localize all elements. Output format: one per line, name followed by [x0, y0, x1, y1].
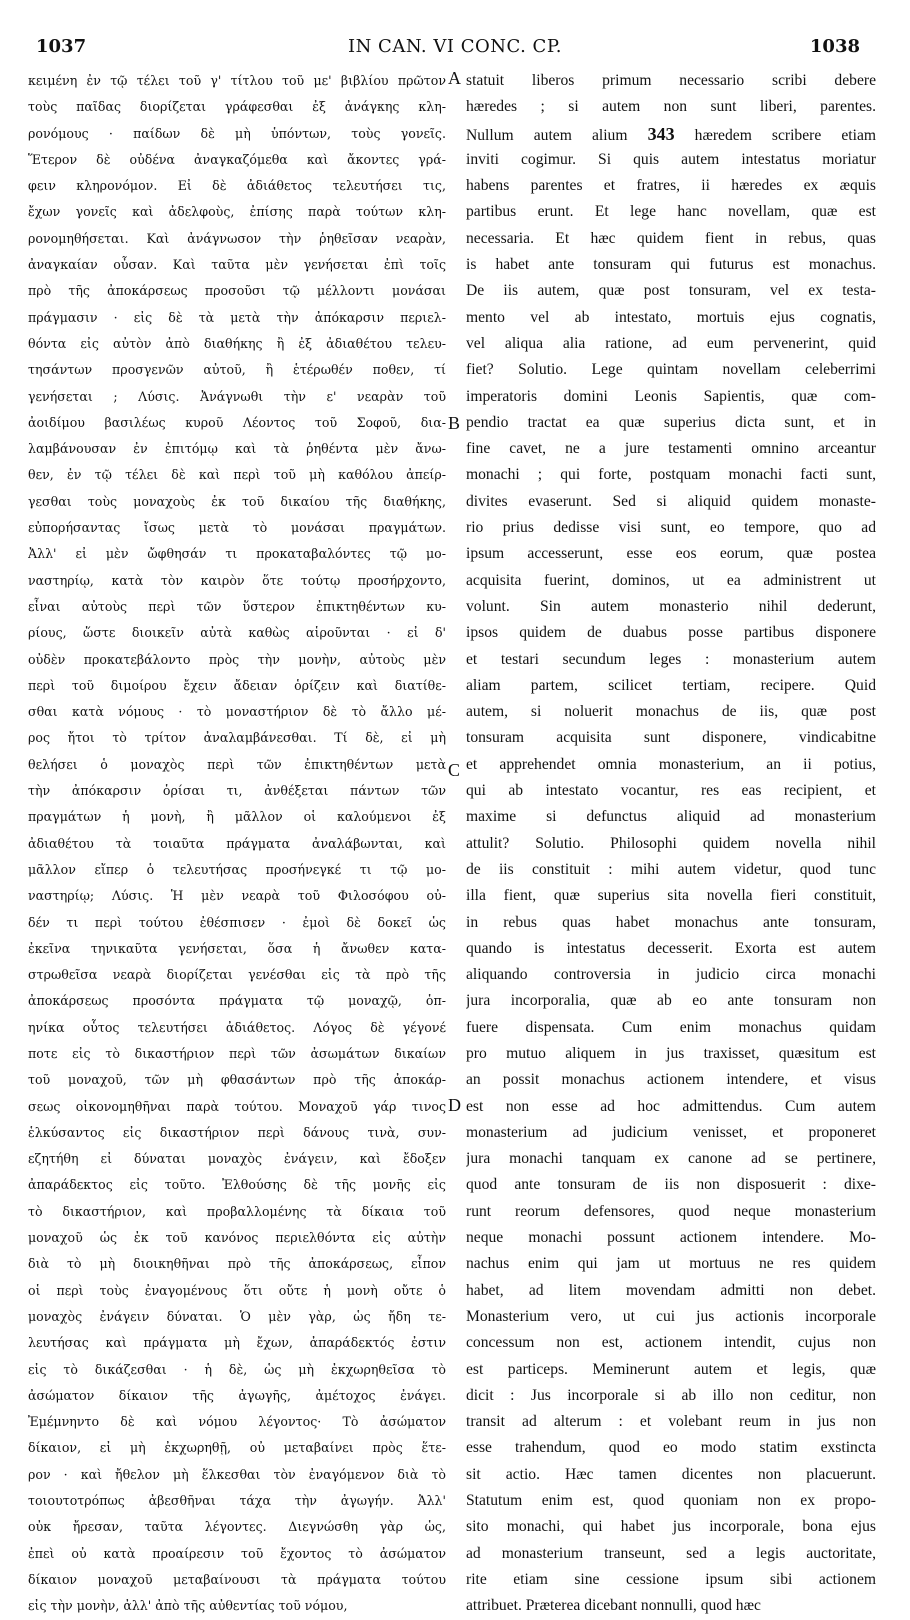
latin-text-line: imperatoris domini Leonis Sapientis, quæ com-	[466, 387, 876, 405]
greek-text-line: ἀναγκαίαν οὖσαν. Καὶ ταῦτα μὲν γενήσεται ἐπὶ τοῖς	[28, 257, 446, 273]
greek-text-line: ποτε εἰς τὸ δικαστήριον περὶ τῶν ἀσωμάτων δικαίων	[28, 1045, 446, 1061]
greek-text-line: μοναχὸς ἐνάγειν δύναται. Ὁ μὲν γὰρ, ὡς ἤδη τε-	[28, 1308, 446, 1324]
greek-text-line: δίκαιον, εἰ μὴ ἐκχωρηθῇ, οὐ μεταβαίνει πρὸς ἕτε-	[28, 1440, 446, 1456]
latin-text-line: esse trahendum, quod eo modo statim exstincta	[466, 1439, 876, 1457]
greek-text-line: θόντα εἰς αὐτὸν ἀπὸ διαθήκης ἢ ἐξ ἀδιαθέτου τελευ-	[28, 335, 446, 351]
greek-text-line: σθαι κατὰ νόμους · τὸ μοναστήριον δὲ τὸ ἄλλο μέ-	[28, 704, 446, 720]
latin-text-line: rite etiam sine cessione ipsum sibi actionem	[466, 1570, 876, 1588]
latin-text-line: concessum non est, actionem intendit, cujus non	[466, 1334, 876, 1352]
latin-text-line: et apprehendet omnia monasterium, an ii potius,	[466, 755, 876, 773]
greek-text-line: εὐπορήσαντας ἴσως μετὰ τὸ μονάσαι πραγμάτων.	[28, 520, 446, 536]
greek-text-line: εἰς τὴν μονὴν, ἀλλ' ἀπὸ τῆς αὐθεντίας τοῦ νόμου,	[28, 1598, 348, 1614]
latin-text-line: De iis autem, quæ post tonsuram, vel ex testa-	[466, 282, 876, 300]
latin-text-line: vel aliqua alia ratione, ad eum pervenerint, quid	[466, 334, 876, 352]
latin-text-line: autem, si noluerit monachus de iis, quæ post	[466, 703, 876, 721]
greek-text-line: θεν, ἐν τῷ τέλει δὲ καὶ περὶ τοῦ μὴ καθόλου ἀπείρ-	[28, 467, 446, 483]
latin-text-line: pendio tractat ea quæ superius dicta sunt, et in	[466, 413, 876, 431]
greek-text-line: ἀοιδίμου βασιλέως κυροῦ Λέοντος τοῦ Σοφοῦ, δια-	[28, 414, 446, 430]
latin-text-line: volunt. Sin autem monasterio nihil dederunt,	[466, 597, 876, 615]
greek-text-line: ἔχων γονεῖς καὶ ἀδελφοὺς, ἐπίσης παρὰ τούτων κλη-	[28, 204, 446, 220]
latin-text-line: dicit : Jus incorporale si ab illo non ceditur, non	[466, 1386, 876, 1404]
greek-text-line: πρὸ τῆς ἀποκάρσεως προσοῦσι τῷ μέλλοντι μονάσαι	[28, 283, 446, 299]
greek-text-line: οὐδὲν προκατεβάλοντο πρὸς τὴν μονὴν, αὐτοὺς μὲν	[28, 651, 446, 667]
latin-text-line: quod ante tonsuram de iis non disposuerit : dixe-	[466, 1176, 876, 1194]
greek-text-line: τησάντων προσγενῶν αὐτοῦ, ἢ ἑτέρωθέν ποθεν, τί	[28, 362, 446, 378]
latin-text-line: de iis constituit : mihi autem videtur, quod tunc	[466, 860, 876, 878]
greek-text-line: σεως οἰκονομηθῆναι παρὰ τούτου. Μοναχοῦ γάρ τινος	[28, 1098, 446, 1114]
greek-text-line: λαμβάνουσαν ἐν ἐπιτόμῳ καὶ τὰ ῥηθέντα μὲν ἄνω-	[28, 441, 446, 457]
latin-text-line: sit actio. Hæc tamen dicentes non placuerunt.	[466, 1465, 876, 1483]
greek-text-line: τοιουτοτρόπως ἀβεσθῆναι τάχα τὴν ἀγωγήν. Ἀλλ'	[28, 1493, 446, 1509]
greek-text-line: ἀπαράδεκτος εἰς τοῦτο. Ἐλθούσης δὲ τῆς μονῆς εἰς	[28, 1177, 446, 1193]
latin-text-line: attribuet. Præterea dicebant nonnulli, quod hæc	[466, 1597, 761, 1615]
latin-text-line: sito monachi, qui habet jus incorporale, bona ejus	[466, 1518, 876, 1536]
latin-text-line: is habet ante tonsuram qui futurus est monachus.	[466, 256, 876, 274]
latin-text-line: Nullum autem alium 343 hæredem scribere etiam	[466, 123, 876, 144]
latin-text-line: ipsos quidem de duabus posse partibus disponere	[466, 624, 876, 642]
latin-text-line: quando is intestatus decesserit. Exorta est autem	[466, 939, 876, 957]
latin-text-line: pro mutuo aliquem in jus traxisset, quæsitum est	[466, 1044, 876, 1062]
section-marker-a: A	[448, 68, 461, 88]
greek-text-line: εζητήθη εἰ δύναται μοναχὸς ἐνάγειν, καὶ ἔδοξεν	[28, 1151, 446, 1167]
latin-text-line: an possit monachus actionem intendere, et visus	[466, 1071, 876, 1089]
latin-text-line: ipsum accesserunt, esse eos eorum, quæ postea	[466, 545, 876, 563]
latin-text-line: jura incorporalia, quæ ab eo ante tonsuram non	[466, 992, 876, 1010]
section-marker-b: B	[448, 413, 461, 433]
latin-text-line: Monasterium vero, ut cui jus actionis incorporale	[466, 1307, 876, 1325]
greek-text-line: τοῦ μοναχοῦ, τῶν μὴ φθασάντων πρὸ τῆς ἀποκάρ-	[28, 1072, 446, 1088]
latin-text-line: statuit liberos primum necessario scribi debere	[466, 72, 876, 89]
greek-text-line: Ἕτερον δὲ οὐδένα ἀναγκαζόμεθα καὶ ἄκοντες γρά-	[28, 151, 446, 167]
greek-text-line: πραγμάτων ἡ μονὴ, ἢ μᾶλλον οἱ καλούμενοι ἐξ	[28, 809, 446, 825]
latin-text-line: ad monasterium transeunt, sed a legis auctoritate,	[466, 1544, 876, 1562]
greek-text-line: στρωθεῖσα νεαρὰ διορίζεται γενέσθαι εἰς τὰ πρὸ τῆς	[28, 967, 446, 983]
latin-text-line: runt reorum defensores, quod neque monasterium	[466, 1202, 876, 1220]
greek-text-line: ρονομηθήσεται. Καὶ ἀνάγνωσον τὴν ῥηθεῖσαν νεαρὰν,	[28, 230, 446, 246]
section-marker-d: D	[448, 1095, 461, 1115]
latin-text-line: mento vel ab intestato, mortuis ejus cognatis,	[466, 308, 876, 326]
latin-text-line: maxime si defunctus aliquid ad monasterium	[466, 808, 876, 826]
latin-text-line: qui ab intestato vocantur, res eas recipient, et	[466, 782, 876, 800]
greek-text-line: οὐκ ἤρεσαν, ταῦτα λέγοντες. Διεγνώσθη γὰρ ὡς,	[28, 1519, 446, 1535]
greek-text-line: ἑλκύσαντος εἰς δικαστήριον περὶ δάνους τινὰ, συν-	[28, 1124, 446, 1140]
greek-text-line: διὰ τὸ μὴ διοικηθῆναι πρὸ τῆς ἀποκάρσεως, εἶπον	[28, 1256, 446, 1272]
greek-text-line: ρονόμους · παίδων δὲ μὴ ὑπόντων, τοὺς γονεῖς.	[28, 125, 446, 141]
latin-text-line: illa fient, quæ superius sita novella fieri constituit,	[466, 887, 876, 905]
latin-text-line: Statutum enim est, quod quoniam non ex propo-	[466, 1492, 876, 1510]
greek-text-line: ναστηρίῳ; Λύσις. Ἡ μὲν νεαρὰ τοῦ Φιλοσόφου οὐ-	[28, 888, 446, 904]
greek-text-line: τὸ δικαστήριον, καὶ προβαλλομένης τὰ δίκαια τοῦ	[28, 1203, 446, 1219]
greek-text-line: ἀποκάρσεως προσόντα πράγματα τῷ μοναχῷ, ὁπ-	[28, 993, 446, 1009]
greek-text-line: ρίους, ὥστε διοικεῖν αὐτὰ καθὼς αἱροῦνται · εἰ δ'	[28, 625, 446, 641]
greek-text-line: εἶναι αὐτοὺς περὶ τῶν ὕστερον ἐπικτηθέντων κυ-	[28, 598, 446, 614]
latin-text-line: aliquando controversia in judicio circa monachi	[466, 966, 876, 984]
latin-text-column	[466, 68, 876, 1620]
latin-text-line: divites evaserunt. Sed si aliquid quidem monaste-	[466, 492, 876, 510]
latin-text-line: aliam partem, scilicet tertiam, recipere. Quid	[466, 676, 876, 694]
greek-text-line: μᾶλλον εἴπερ ὁ τελευτήσας προσήνεγκέ τι τῷ μο-	[28, 861, 446, 877]
greek-text-line: λευτήσας καὶ πράγματα μὴ ἔχων, ἀπαράδεκτός ἐστιν	[28, 1335, 446, 1351]
greek-text-line: ἀδιαθέτου τὰ τοιαῦτα πράγματα ἀναλάβωνται, καὶ	[28, 835, 446, 851]
right-column-number: 1038	[809, 36, 860, 57]
greek-text-column	[28, 68, 446, 1620]
greek-text-line: ἐπεὶ οὐ κατὰ προαίρεσιν τοῦ ἔχοντος τὸ ἀσώματον	[28, 1545, 446, 1561]
greek-text-line: δίκαιον μοναχοῦ μεταβαίνουσι τὰ πράγματα τούτου	[28, 1571, 446, 1587]
running-header	[0, 26, 910, 66]
latin-text-line: et testari secundum leges : monasterium autem	[466, 650, 876, 668]
greek-text-line: γεσθαι τοὺς μοναχοὺς ἐκ τοῦ δικαίου τῆς διαθήκης,	[28, 493, 446, 509]
latin-text-line: necessaria. Et hæc quidem fient in rebus, quas	[466, 229, 876, 247]
latin-text-line: habet, ad litem movendam admitti non debet.	[466, 1281, 876, 1299]
column-number-marker: 343	[647, 123, 675, 144]
latin-text-line: rio prius dedisse visi sunt, eo tempore, quo ad	[466, 519, 876, 537]
latin-text-line: monachi ; qui forte, postquam monachi facti sunt,	[466, 466, 876, 484]
latin-text-line: hæredes ; si autem non sunt liberi, parentes.	[466, 98, 876, 116]
greek-text-line: γενήσεται ; Λύσις. Ἀνάγνωθι τὴν ε' νεαρὰν τοῦ	[28, 388, 446, 404]
greek-text-line: τοὺς παῖδας διορίζεται γράφεσθαι ἐξ ἀνάγκης κλη-	[28, 99, 446, 115]
greek-text-line: ρον · καὶ ἤθελον μὴ ἕλκεσθαι τὸν ἐναγόμενον διὰ τὸ	[28, 1466, 446, 1482]
greek-text-line: ἐκεῖνα τηνικαῦτα γενήσεται, ὅσα ἡ ἄνωθεν κατα-	[28, 940, 446, 956]
greek-text-line: περὶ τοῦ διμοίρου ἔχειν ἄδειαν ὁρίζειν καὶ διατίθε-	[28, 677, 446, 693]
latin-text-line: jura monachi tanquam ex canone ad se pertinere,	[466, 1150, 876, 1168]
latin-text-line: attulit? Solutio. Philosophi quidem novella nihil	[466, 834, 876, 852]
latin-text-line: neque monachi possunt actionem intendere. Mo-	[466, 1229, 876, 1247]
latin-text-line: est particeps. Meminerunt autem et legis, quæ	[466, 1360, 876, 1378]
greek-text-line: θελήσει ὁ μοναχὸς περὶ τῶν ἐπικτηθέντων μετὰ	[28, 756, 446, 772]
latin-text-line: transit ad alterum : et volebant reum in jus non	[466, 1413, 876, 1431]
greek-text-line: Ἐμέμνηντο δὲ καὶ νόμου λέγοντος· Τὸ ἀσώματον	[28, 1414, 446, 1430]
latin-text-line: in rebus quas habet monachus ante tonsuram,	[466, 913, 876, 931]
greek-text-line: μοναχοῦ ὡς ἐκ τοῦ κανόνος περιελθόντα εἰς αὐτὴν	[28, 1230, 446, 1246]
greek-text-line: ναστηρίῳ, κατὰ τὸν καιρὸν ὅτε τούτῳ προσήρχοντο,	[28, 572, 446, 588]
greek-text-line: εἰς τὸ δικάζεσθαι · ἡ δὲ, ὡς μὴ ἐκχωρηθεῖσα τὸ	[28, 1361, 446, 1377]
left-column-number: 1037	[36, 36, 87, 57]
greek-text-line: Ἀλλ' εἰ μὲν ὤφθησάν τι προκαταβαλόντες τῷ μο-	[28, 546, 446, 562]
greek-text-line: τὴν ἀπόκαρσιν ὁρίσαι τι, ἀνθέξεται πάντων τῶν	[28, 783, 446, 799]
greek-text-line: ηνίκα οὗτος τελευτήσει ἀδιάθετος. Λόγος δὲ γέγονέ	[28, 1019, 446, 1035]
greek-text-line: πράγμασιν · εἰς δὲ τὰ μετὰ τὴν ἀπόκαρσιν περιελ-	[28, 309, 446, 325]
section-marker-c: C	[448, 760, 461, 780]
latin-text-line: est non esse ad hoc admittendus. Cum autem	[466, 1097, 876, 1115]
latin-text-line: fiet? Solutio. Lege quintam novellam celeberrimi	[466, 361, 876, 379]
latin-text-line: tonsuram acquisita sunt disponere, vindicabitne	[466, 729, 876, 747]
latin-text-line: fuere dispensata. Cum enim monachus quidam	[466, 1018, 876, 1036]
greek-text-line: οἱ περὶ τοὺς ἐναγομένους ὅτι οὔτε ἡ μονὴ οὔτε ὁ	[28, 1282, 446, 1298]
latin-text-line: nachus enim qui jam ut mortuus ne res quidem	[466, 1255, 876, 1273]
latin-text-line: acquisita fuerint, dominos, ut ea administrent ut	[466, 571, 876, 589]
running-title: IN CAN. VI CONC. CP.	[347, 36, 563, 57]
latin-text-line: inviti cogimur. Si quis autem intestatus moriatur	[466, 150, 876, 168]
greek-text-line: δέν τι περὶ τούτου ἐθέσπισεν · ἐμοὶ δὲ δοκεῖ ὡς	[28, 914, 446, 930]
latin-text-line: partibus erunt. Et lege hanc novellam, quæ est	[466, 203, 876, 221]
greek-text-line: ρος ἤτοι τὸ τρίτον ἀναλαμβάνεσθαι. Τί δὲ, εἰ μὴ	[28, 730, 446, 746]
greek-text-line: φειν κληρονόμον. Εἰ δὲ ἀδιάθετος τελευτήσει τις,	[28, 178, 446, 194]
latin-text-line: fine cavet, ne a jure testamenti omnino arceantur	[466, 440, 876, 458]
greek-text-line: κειμένη ἐν τῷ τέλει τοῦ γ' τίτλου τοῦ με' βιβλίου πρῶτον	[28, 73, 446, 88]
latin-text-line: monasterium ad judicium venisset, et proponeret	[466, 1123, 876, 1141]
latin-text-line: habens parentes et fratres, ii hæredes ex æquis	[466, 177, 876, 195]
greek-text-line: ἀσώματον δίκαιον τῆς ἀγωγῆς, ἀμέτοχος ἐνάγει.	[28, 1387, 446, 1403]
